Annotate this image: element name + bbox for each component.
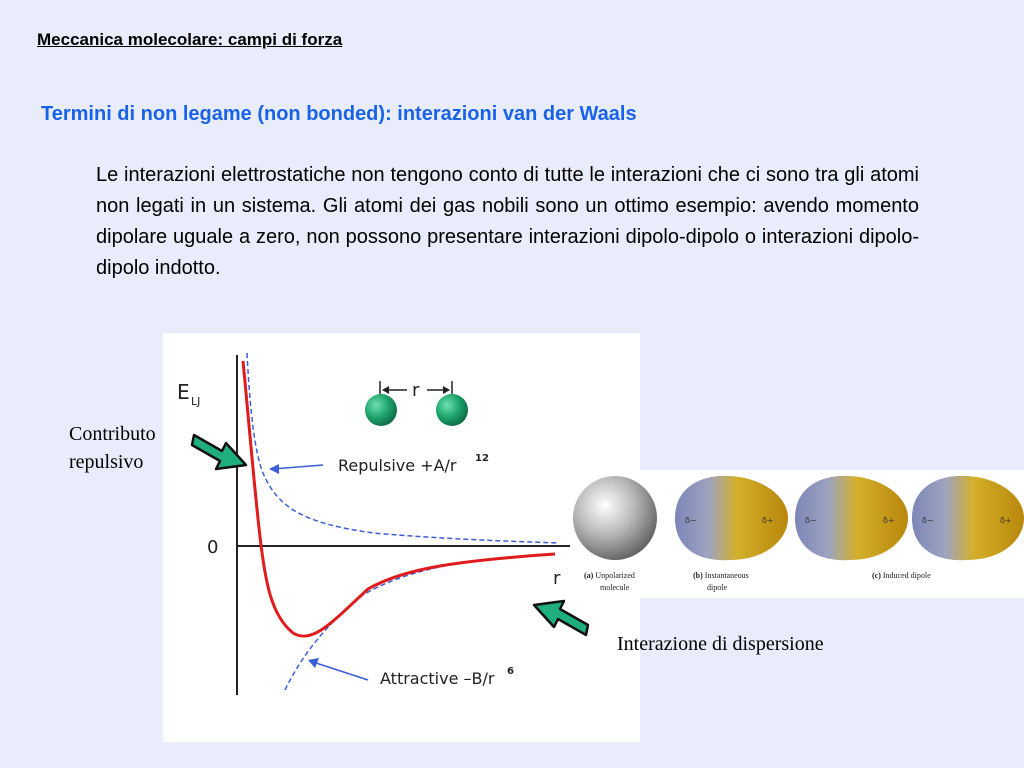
repulsive-pointer-head [269,464,279,474]
repulsive-pointer [273,465,323,469]
delta-minus-c1: δ− [805,516,817,525]
attractive-exponent: 6 [507,666,514,677]
caption-b-line2: dipole [707,583,727,592]
dipole-illustration [570,470,1024,598]
atom-right [436,394,468,426]
repulsive-arrow-icon [190,425,254,475]
dispersion-interaction-label: Interazione di dispersione [617,633,824,655]
zero-label: 0 [207,537,219,558]
repulsive-label: Repulsive +A/r [338,456,457,475]
dispersion-arrow-icon [526,595,590,645]
distance-arrowhead-left [382,386,389,394]
delta-minus-b: δ− [685,516,697,525]
y-axis-label-subscript: LJ [191,395,201,408]
attractive-label: Attractive –B/r [380,669,495,688]
y-axis-label: E [177,380,190,404]
caption-a: (a) Unpolarized [584,571,635,580]
caption-b: (b) Instantaneous [693,571,749,580]
delta-plus-c2: δ+ [1000,516,1012,525]
distance-arrowhead-right [443,386,450,394]
repulsive-label-line1: Contributo [69,423,156,445]
delta-minus-c2: δ− [922,516,934,525]
dipole-illustration-art [570,470,1024,598]
section-title: Termini di non legame (non bonded): interazioni van der Waals [41,103,637,125]
x-axis-label: r [553,568,561,589]
slide-header-title: Meccanica molecolare: campi di forza [37,30,343,49]
total-potential-curve [243,361,555,636]
lennard-jones-graph [163,333,640,742]
repulsive-contribution-label [69,420,156,476]
attractive-pointer [313,662,368,680]
distance-label: r [412,380,420,401]
caption-c: (c) Induced dipole [872,571,931,580]
repulsive-label-line2: repulsivo [69,451,144,473]
lennard-jones-plot [163,333,640,742]
body-paragraph: Le interazioni elettrostatiche non tengono conto di tutte le interazioni che ci sono tra gli atomi non legati in un sistema. Gli atomi dei gas nobili sono un ottimo esempio: avendo momento dipolare uguale a zero, non possono presentare interazioni dipolo-dipolo o interazioni dipolo-dipolo indotto. [96,164,919,279]
caption-a-line2: molecule [600,583,630,592]
unpolarized-molecule [573,476,657,560]
repulsive-exponent: 12 [475,453,489,464]
delta-plus-c1: δ+ [883,516,895,525]
atom-left [365,394,397,426]
delta-plus-b: δ+ [762,516,774,525]
repulsive-component-curve [247,353,558,543]
